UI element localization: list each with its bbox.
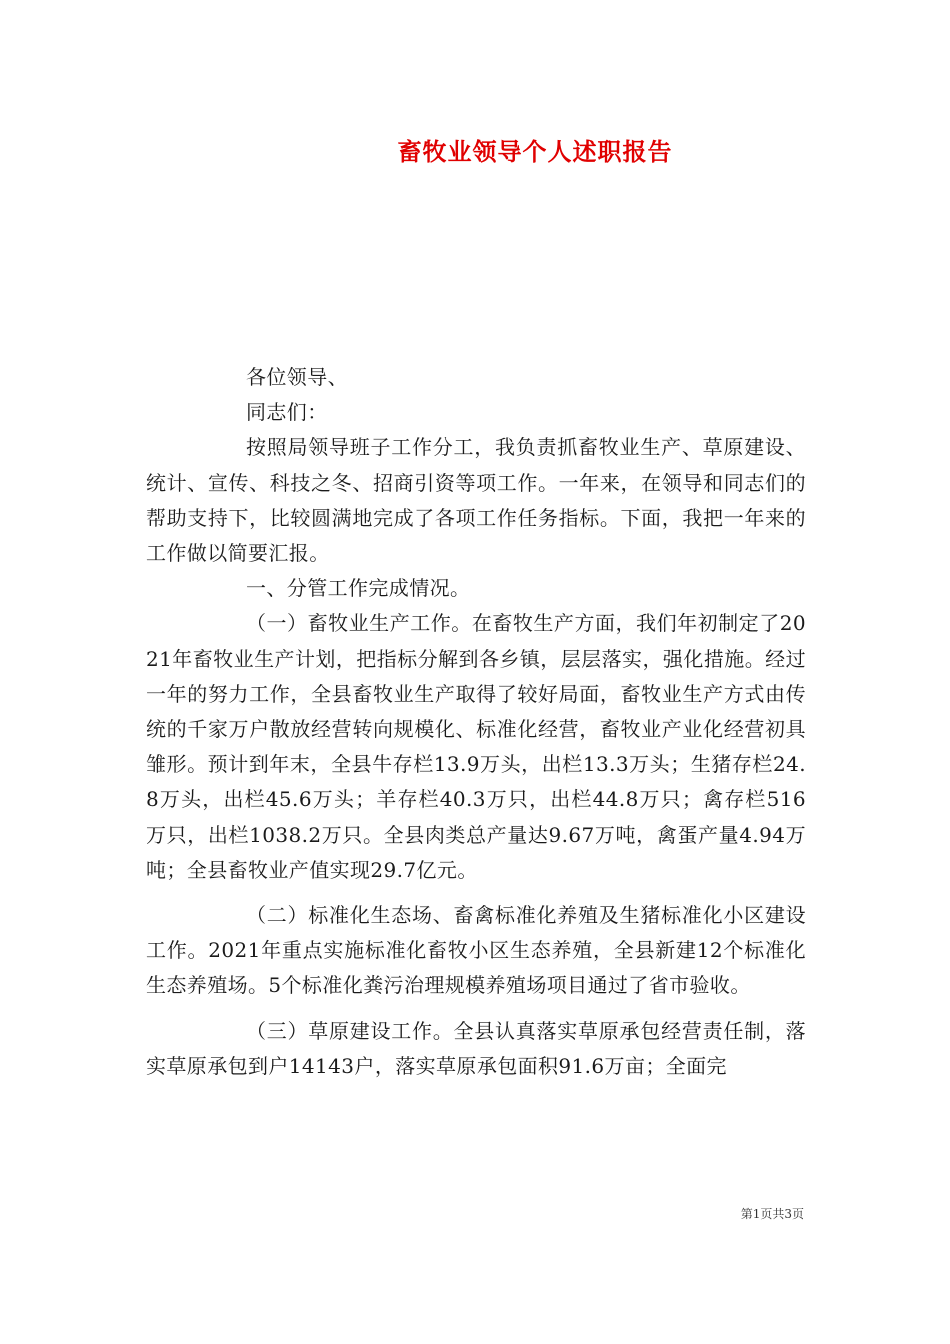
paragraph-livestock-production: （一）畜牧业生产工作。在畜牧生产方面，我们年初制定了2021年畜牧业生产计划，把指标分解到各乡镇，层层落实，强化措施。经过一年的努力工作，全县畜牧业生产取得了较好局面，畜牧业生产方式由传统的千家万户散放经营转向规模化、标准化经营，畜牧业产业化经营初具雏形。预计到年末，全县牛存栏13.9万头，出栏13.3万头；生猪存栏24.8万头，出栏45.6万头；羊存栏40.3万只，出栏44.8万只；禽存栏516万只，出栏1038.2万只。全县肉类总产量达9.67万吨，禽蛋产量4.94万吨；全县畜牧业产值实现29.7亿元。 xyxy=(146,611,806,882)
page-number: 第1页共3页 xyxy=(740,1207,804,1221)
section-heading-1: 一、分管工作完成情况。 xyxy=(246,576,471,601)
document-body xyxy=(146,360,806,1084)
salutation-line-1: 各位领导、 xyxy=(246,365,348,389)
document-title: 畜牧业领导个人述职报告 xyxy=(397,137,673,166)
paragraph-grassland-construction: （三）草原建设工作。全县认真落实草原承包经营责任制，落实草原承包到户14143户，落实草原承包面积91.6万亩；全面完 xyxy=(146,1018,806,1078)
salutation-line-2: 同志们： xyxy=(246,400,328,425)
paragraph-standardized-farms: （二）标准化生态场、畜禽标准化养殖及生猪标准化小区建设工作。2021年重点实施标准化畜牧小区生态养殖，全县新建12个标准化生态养殖场。5个标准化粪污治理规模养殖场项目通过了省市验收。 xyxy=(146,903,806,998)
intro-paragraph: 按照局领导班子工作分工，我负责抓畜牧业生产、草原建设、统计、宣传、科技之冬、招商引资等项工作。一年来，在领导和同志们的帮助支持下，比较圆满地完成了各项工作任务指标。下面，我把一年来的工作做以简要汇报。 xyxy=(146,435,806,566)
